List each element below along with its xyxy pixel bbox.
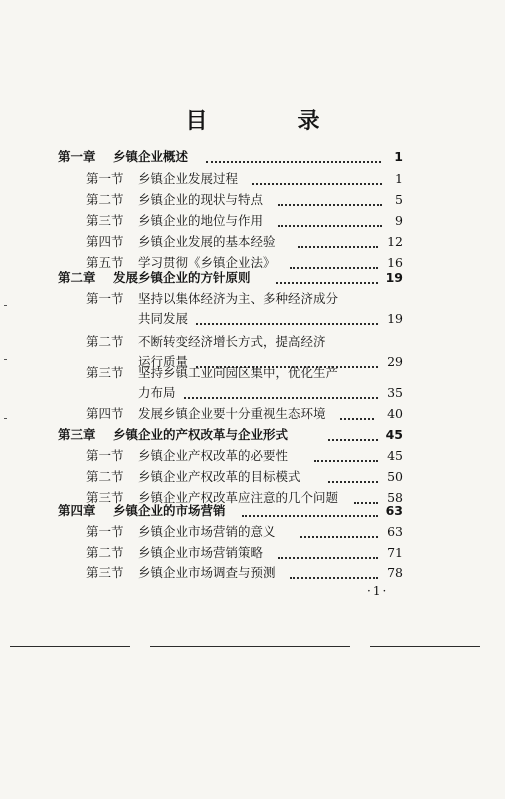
section-number: 第二节 [86, 469, 124, 484]
bottom-rule-right [370, 646, 480, 647]
page-number: 40 [387, 406, 403, 421]
section-number: 第三节 [86, 213, 124, 228]
chapter-number: 第二章 [58, 270, 96, 285]
section-number: 第三节 [86, 365, 124, 380]
section-title: 乡镇企业市场调查与预测 [138, 565, 276, 580]
chapter-number: 第一章 [58, 149, 96, 164]
section-title: 乡镇企业的地位与作用 [138, 213, 264, 228]
toc-section [86, 172, 408, 188]
dot-leader [300, 535, 378, 538]
section-title: 学习贯彻《乡镇企业法》 [138, 255, 276, 270]
chapter-title: 乡镇企业的市场营销 [113, 503, 226, 518]
dot-leader [278, 203, 382, 206]
page-number: 58 [387, 490, 403, 505]
section-title: 乡镇企业产权改革的必要性 [138, 448, 289, 463]
chapter-number: 第四章 [58, 503, 96, 518]
dot-leader [340, 417, 374, 420]
toc-chapter [58, 428, 408, 444]
dot-leader [290, 266, 378, 269]
section-title: 乡镇企业市场营销策略 [138, 545, 264, 560]
bottom-rule-center [150, 646, 350, 647]
page-number: 71 [387, 545, 403, 560]
section-number: 第四节 [86, 406, 124, 421]
page-number: 19 [385, 270, 403, 285]
page-number: 63 [387, 524, 403, 539]
toc-section [86, 449, 408, 465]
dot-leader [206, 160, 381, 163]
bottom-rule-left [10, 646, 130, 647]
margin-mark [4, 359, 7, 360]
page-number: 9 [395, 213, 403, 228]
dot-leader [184, 396, 378, 399]
section-title: 乡镇企业产权改革的目标模式 [138, 469, 301, 484]
section-title: 乡镇企业的现状与特点 [138, 192, 264, 207]
section-number: 第三节 [86, 490, 124, 505]
section-title: 乡镇企业产权改革应注意的几个问题 [138, 490, 339, 505]
section-number: 第一节 [86, 524, 124, 539]
dot-leader [290, 576, 378, 579]
section-title: 坚持以集体经济为主、多种经济成分 [138, 291, 339, 306]
section-number: 第二节 [86, 334, 124, 349]
page-number: 35 [387, 385, 403, 400]
toc-section [86, 407, 408, 423]
chapter-title: 发展乡镇企业的方针原则 [113, 270, 251, 285]
dot-leader [276, 281, 378, 284]
dot-leader [196, 322, 378, 325]
toc-section [86, 292, 408, 328]
section-number: 第一节 [86, 171, 124, 186]
dot-leader [278, 224, 382, 227]
section-title: 不断转变经济增长方式，提高经济 [138, 334, 326, 349]
section-number: 第四节 [86, 234, 124, 249]
section-title-continuation: 共同发展 [138, 311, 189, 326]
chapter-number: 第三章 [58, 427, 96, 442]
dot-leader [328, 438, 378, 441]
toc-section [86, 566, 408, 582]
section-title-continuation: 力布局 [138, 385, 176, 400]
page-number: 19 [387, 311, 403, 326]
section-number: 第二节 [86, 192, 124, 207]
section-number: 第五节 [86, 255, 124, 270]
dot-leader [242, 514, 378, 517]
section-title: 坚持乡镇工业向园区集中，优化生产 [138, 365, 339, 380]
section-number: 第二节 [86, 545, 124, 560]
toc-chapter [58, 504, 408, 520]
section-number: 第一节 [86, 291, 124, 306]
page-number: 12 [387, 234, 403, 249]
toc-section [86, 525, 408, 541]
dot-leader [298, 245, 378, 248]
page-number: 1 [395, 171, 403, 186]
page-number: 63 [385, 503, 403, 518]
page-number: 16 [387, 255, 403, 270]
toc-section [86, 214, 408, 230]
section-title-continuation: 运行质量 [138, 354, 189, 369]
toc-chapter [58, 150, 408, 166]
section-number: 第一节 [86, 448, 124, 463]
chapter-title: 乡镇企业概述 [113, 149, 189, 164]
section-title: 发展乡镇企业要十分重视生态环境 [138, 406, 326, 421]
toc-chapter [58, 271, 408, 287]
dot-leader [278, 556, 378, 559]
toc-section [86, 193, 408, 209]
section-number: 第三节 [86, 565, 124, 580]
footer-page-number: ·1· [367, 584, 389, 598]
dot-leader [314, 459, 378, 462]
dot-leader [252, 182, 382, 185]
page-number: 29 [387, 354, 403, 369]
toc-section [86, 235, 408, 251]
page-number: 5 [395, 192, 403, 207]
toc-section [86, 366, 408, 402]
page-title: 目 录 [185, 109, 354, 134]
chapter-title: 乡镇企业的产权改革与企业形式 [113, 427, 289, 442]
page-number: 1 [394, 149, 403, 164]
page-number: 78 [387, 565, 403, 580]
toc-section [86, 546, 408, 562]
page-number: 45 [385, 427, 403, 442]
dot-leader [328, 480, 378, 483]
page-number: 45 [387, 448, 403, 463]
section-title: 乡镇企业发展过程 [138, 171, 239, 186]
margin-mark [4, 305, 7, 306]
toc-section [86, 470, 408, 486]
margin-mark [4, 418, 7, 419]
section-title: 乡镇企业市场营销的意义 [138, 524, 276, 539]
page-number: 50 [387, 469, 403, 484]
section-title: 乡镇企业发展的基本经验 [138, 234, 276, 249]
